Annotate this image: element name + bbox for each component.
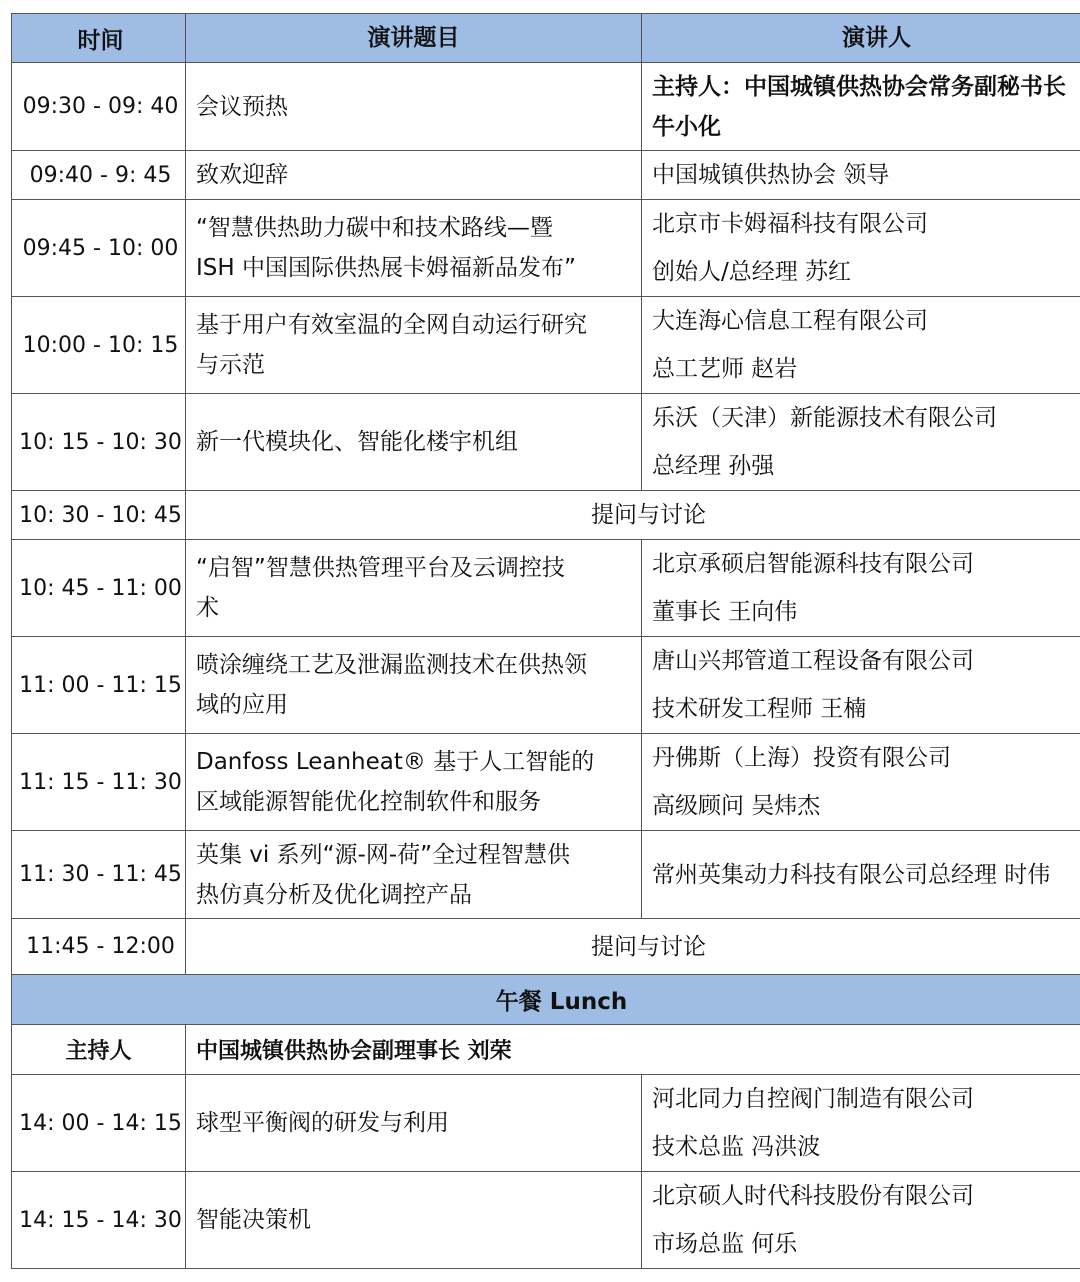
speaker-line: 北京市卡姆福科技有限公司 (652, 211, 928, 237)
speaker-line: 技术总监 冯洪波 (652, 1134, 821, 1160)
topic-cell (186, 151, 642, 200)
topic-cell (186, 297, 642, 394)
topic-line: 致欢迎辞 (196, 162, 288, 188)
host-label: 主持人 (12, 1025, 186, 1075)
topic-cell (186, 831, 642, 919)
speaker-line: 牛小化 (652, 113, 721, 140)
time-cell: 14: 15 - 14: 30 (12, 1172, 186, 1269)
speaker-line: 总经理 孙强 (652, 453, 775, 479)
header-time: 时间 (12, 14, 186, 63)
agenda-row (12, 540, 1080, 637)
host-name: 中国城镇供热协会副理事长 刘荣 (186, 1025, 1080, 1075)
time-cell: 09:45 - 10: 00 (12, 200, 186, 297)
time-cell: 10:00 - 10: 15 (12, 297, 186, 394)
time-cell: 11: 15 - 11: 30 (12, 734, 186, 831)
topic-line: “启智”智慧供热管理平台及云调控技 (196, 555, 565, 581)
agenda-row (12, 297, 1080, 394)
speaker-cell (642, 637, 1080, 734)
topic-line: “智慧供热助力碳中和技术路线—暨 (196, 215, 553, 241)
agenda-row (12, 1172, 1080, 1269)
speaker-cell (642, 831, 1080, 919)
agenda-row (12, 200, 1080, 297)
speaker-line: 北京承硕启智能源科技有限公司 (652, 551, 974, 577)
host-row (12, 1025, 1080, 1075)
topic-line: 术 (196, 595, 219, 621)
speaker-cell (642, 394, 1080, 491)
speaker-line: 技术研发工程师 王楠 (652, 696, 867, 722)
speaker-line: 丹佛斯（上海）投资有限公司 (652, 745, 951, 771)
topic-line: 区域能源智能优化控制软件和服务 (196, 789, 541, 815)
speaker-line: 董事长 王向伟 (652, 599, 798, 625)
speaker-line: 市场总监 何乐 (652, 1231, 798, 1257)
lunch-label: 午餐 Lunch (12, 975, 1080, 1025)
time-cell: 11: 00 - 11: 15 (12, 637, 186, 734)
agenda-row (12, 63, 1080, 151)
speaker-cell (642, 540, 1080, 637)
agenda-row (12, 734, 1080, 831)
topic-cell (186, 734, 642, 831)
topic-line: 喷涂缠绕工艺及泄漏监测技术在供热领 (196, 652, 587, 678)
speaker-line: 创始人/总经理 苏红 (652, 259, 852, 285)
topic-line: 球型平衡阀的研发与利用 (196, 1110, 449, 1136)
time-cell: 10: 30 - 10: 45 (12, 491, 186, 540)
topic-line: Danfoss Leanheat® 基于人工智能的 (196, 749, 595, 775)
speaker-line: 总工艺师 赵岩 (652, 356, 798, 382)
discussion-cell: 提问与讨论 (186, 491, 1080, 540)
time-cell: 09:40 - 9: 45 (12, 151, 186, 200)
topic-cell (186, 1172, 642, 1269)
topic-line: ISH 中国国际供热展卡姆福新品发布” (196, 255, 576, 281)
speaker-line: 北京硕人时代科技股份有限公司 (652, 1183, 974, 1209)
speaker-line: 中国城镇供热协会 领导 (652, 162, 890, 188)
time-cell: 14: 00 - 14: 15 (12, 1075, 186, 1172)
speaker-cell (642, 200, 1080, 297)
speaker-line: 河北同力自控阀门制造有限公司 (652, 1086, 974, 1112)
time-cell: 11:45 - 12:00 (12, 919, 186, 975)
agenda-table (11, 13, 1080, 1269)
topic-line: 基于用户有效室温的全网自动运行研究 (196, 312, 587, 338)
speaker-cell (642, 1172, 1080, 1269)
agenda-row (12, 919, 1080, 975)
topic-line: 热仿真分析及优化调控产品 (196, 881, 472, 908)
header-speaker: 演讲人 (642, 14, 1080, 63)
agenda-row (12, 637, 1080, 734)
lunch-row (12, 975, 1080, 1025)
topic-cell (186, 63, 642, 151)
topic-cell (186, 1075, 642, 1172)
agenda-row (12, 394, 1080, 491)
time-cell: 11: 30 - 11: 45 (12, 831, 186, 919)
agenda-row (12, 1075, 1080, 1172)
speaker-line: 乐沃（天津）新能源技术有限公司 (652, 405, 997, 431)
speaker-cell (642, 63, 1080, 151)
topic-line: 智能决策机 (196, 1207, 311, 1233)
topic-line: 英集 vi 系列“源-网-荷”全过程智慧供 (196, 841, 571, 868)
speaker-cell (642, 1075, 1080, 1172)
time-cell: 10: 45 - 11: 00 (12, 540, 186, 637)
topic-line: 会议预热 (196, 93, 288, 120)
speaker-line: 大连海心信息工程有限公司 (652, 308, 928, 334)
speaker-line: 唐山兴邦管道工程设备有限公司 (652, 648, 974, 674)
speaker-line: 主持人：中国城镇供热协会常务副秘书长 (652, 73, 1066, 100)
speaker-cell (642, 297, 1080, 394)
speaker-line: 高级顾问 吴炜杰 (652, 793, 821, 819)
agenda-row (12, 491, 1080, 540)
table-header-row (12, 14, 1080, 63)
time-cell: 10: 15 - 10: 30 (12, 394, 186, 491)
header-topic: 演讲题目 (186, 14, 642, 63)
time-cell: 09:30 - 09: 40 (12, 63, 186, 151)
agenda-row (12, 151, 1080, 200)
topic-cell (186, 637, 642, 734)
topic-cell (186, 540, 642, 637)
agenda-row (12, 831, 1080, 919)
topic-cell (186, 394, 642, 491)
topic-line: 域的应用 (196, 692, 288, 718)
speaker-cell (642, 151, 1080, 200)
speaker-cell (642, 734, 1080, 831)
topic-line: 与示范 (196, 352, 265, 378)
speaker-line: 常州英集动力科技有限公司总经理 时伟 (652, 861, 1051, 888)
topic-cell (186, 200, 642, 297)
discussion-cell: 提问与讨论 (186, 919, 1080, 975)
topic-line: 新一代模块化、智能化楼宇机组 (196, 429, 518, 455)
